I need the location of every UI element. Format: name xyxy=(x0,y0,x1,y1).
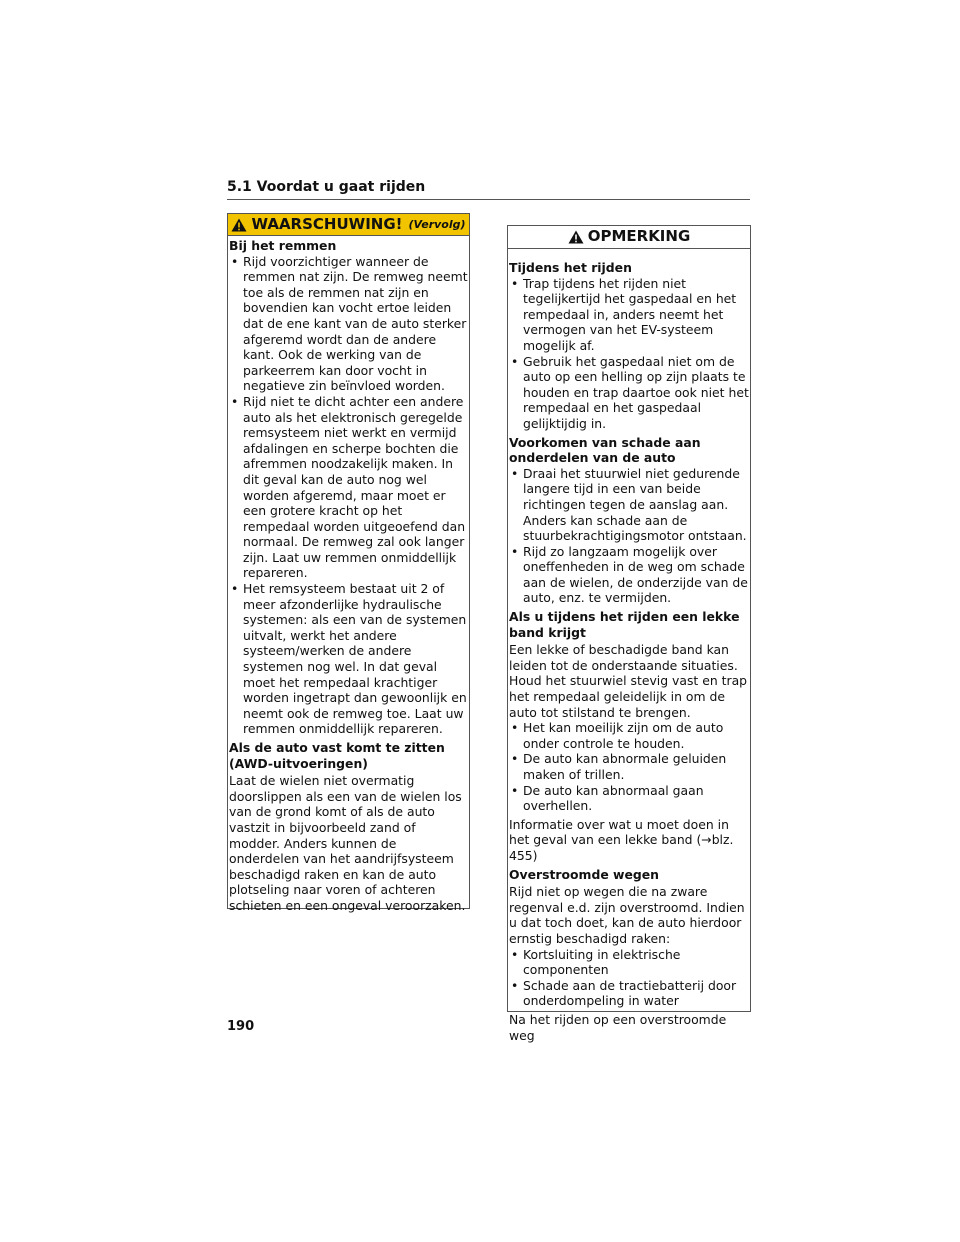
notice-box xyxy=(507,225,751,1043)
warning-triangle-icon xyxy=(231,218,247,232)
notice-header xyxy=(508,226,750,249)
warning-heading-braking: Bij het remmen xyxy=(229,238,337,253)
warning-title: WAARSCHUWING! xyxy=(251,214,403,233)
page-number: 190 xyxy=(227,1019,255,1034)
warning-heading-stuck: Als de auto vast komt te zitten (AWD-uitvoeringen) xyxy=(229,740,445,771)
list-item: • Gebruik het gaspedaal niet om de auto op een helling op zijn plaats te houden en trap daartoe ook niet het rempedaal en het gaspedaal gelijktijdig in. xyxy=(509,354,749,432)
notice-heading-damage: Voorkomen van schade aan onderdelen van de auto xyxy=(509,434,701,466)
notice-flooded-list xyxy=(509,947,749,1009)
list-item: • Schade aan de tractiebatterij door onderdompeling in water xyxy=(509,978,749,1009)
list-item: • Het remsysteem bestaat uit 2 of meer afzonderlijke hydraulische systemen: als een van de systemen uitvalt, werkt het andere systeem/werken de andere systemen nog wel. In dat geval moet het rempedaal krachtiger worden ingetrapt dan gewoonlijk en neemt ook de remweg toe. Laat uw remmen onmiddellijk repareren. xyxy=(229,581,468,737)
notice-flat-tire-info: Informatie over wat u moet doen in het geval van een lekke band (→blz. 455) xyxy=(509,816,734,863)
list-item: • Rijd niet te dicht achter een andere auto als het elektronisch geregelde remsysteem niet werkt en vermijd afdalingen en scherpe bochten die afremmen noodzakelijk maken. In dit geval kan de auto nog wel worden afgeremd, maar moet er een grotere kracht op het rempedaal worden uitgeoefend dan normaal. De remweg zal ook langer zijn. Laat uw remmen onmiddellijk repareren. xyxy=(229,394,468,581)
notice-damage-list xyxy=(509,466,749,606)
list-item: • Rijd zo langzaam mogelijk over oneffenheden in de weg om schade aan de wielen, de onderzijde van de auto, enz. te vermijden. xyxy=(509,544,749,606)
list-item: • Kortsluiting in elektrische componenten xyxy=(509,947,749,978)
warning-box xyxy=(227,213,470,913)
list-item: • Het kan moeilijk zijn om de auto onder controle te houden. xyxy=(509,720,749,751)
notice-heading-flat-tire: Als u tijdens het rijden een lekke band krijgt xyxy=(509,609,740,640)
list-item: • Rijd voorzichtiger wanneer de remmen nat zijn. De remweg neemt toe als de remmen nat zijn en bovendien kan vocht ertoe leiden dat de ene kant van de auto sterker afgeremd wordt dan de andere kant. Ook de werking van de parkeerrem kan door vocht in negatieve zin beïnvloed worden. xyxy=(229,254,468,394)
notice-flat-tire-paragraph: Een lekke of beschadigde band kan leiden tot de onderstaande situaties. Houd het stuurwiel stevig vast en trap het rempedaal geleidelijk in om de auto tot stilstand te brengen. xyxy=(509,642,748,720)
notice-flooded-paragraph: Rijd niet op wegen die na zware regenval e.d. zijn overstroomd. Indien u dat toch doet, kan de auto hierdoor ernstig beschadigd raken: xyxy=(509,884,745,946)
notice-flat-tire-list xyxy=(509,720,749,814)
notice-heading-flooded: Overstroomde wegen xyxy=(509,866,660,882)
notice-flooded-tail: Na het rijden op een overstroomde weg xyxy=(509,1011,727,1043)
section-header: 5.1 Voordat u gaat rijden xyxy=(227,178,750,200)
warning-body xyxy=(228,236,469,914)
warning-header xyxy=(228,214,469,236)
warning-braking-list xyxy=(229,254,468,737)
list-item: • De auto kan abnormale geluiden maken of trillen. xyxy=(509,751,749,782)
notice-title: OPMERKING xyxy=(587,227,691,246)
warning-continued-label: (Vervolg) xyxy=(408,217,466,231)
notice-heading-driving: Tijdens het rijden xyxy=(509,260,632,275)
notice-triangle-icon xyxy=(568,230,584,244)
list-item: • Draai het stuurwiel niet gedurende langere tijd in een van beide richtingen tegen de aanslag aan. Anders kan schade aan de stuurbekrachtigingsmotor ontstaan. xyxy=(509,466,749,544)
list-item: • Trap tijdens het rijden niet tegelijkertijd het gaspedaal en het rempedaal in, anders neemt het vermogen van het EV-systeem mogelijk af. xyxy=(509,276,749,354)
notice-driving-list xyxy=(509,276,749,432)
warning-stuck-paragraph: Laat de wielen niet overmatig doorslippen als een van de wielen los van de grond komt of als de auto vastzit in bijvoorbeeld zand of modder. Anders kunnen de onderdelen van het aandrijfsysteem beschadigd raken en kan de auto plotseling naar voren of achteren schieten en een ongeval veroorzaken. xyxy=(229,773,466,913)
list-item: • De auto kan abnormaal gaan overhellen. xyxy=(509,783,749,814)
notice-body xyxy=(508,249,750,1043)
